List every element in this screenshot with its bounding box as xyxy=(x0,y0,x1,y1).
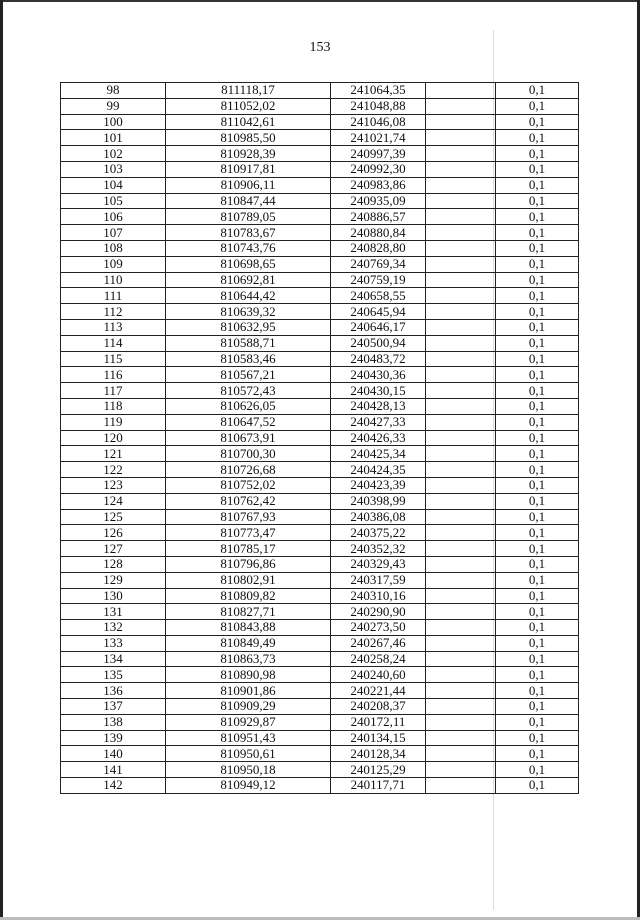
table-row xyxy=(61,730,579,746)
y-coordinate-cell: 241021,74 xyxy=(331,130,426,146)
y-coordinate-cell: 240423,39 xyxy=(331,477,426,493)
accuracy-cell: 0,1 xyxy=(496,83,579,99)
accuracy-cell: 0,1 xyxy=(496,304,579,320)
accuracy-cell: 0,1 xyxy=(496,398,579,414)
point-number-cell: 136 xyxy=(61,683,166,699)
accuracy-cell: 0,1 xyxy=(496,319,579,335)
y-coordinate-cell: 240425,34 xyxy=(331,446,426,462)
point-number-cell: 120 xyxy=(61,430,166,446)
accuracy-cell: 0,1 xyxy=(496,446,579,462)
point-number-cell: 141 xyxy=(61,762,166,778)
empty-cell xyxy=(426,477,496,493)
table-row xyxy=(61,462,579,478)
x-coordinate-cell: 810802,91 xyxy=(166,572,331,588)
point-number-cell: 98 xyxy=(61,83,166,99)
point-number-cell: 126 xyxy=(61,525,166,541)
y-coordinate-cell: 240375,22 xyxy=(331,525,426,541)
table-row xyxy=(61,177,579,193)
y-coordinate-cell: 240290,90 xyxy=(331,604,426,620)
point-number-cell: 129 xyxy=(61,572,166,588)
empty-cell xyxy=(426,288,496,304)
table-row xyxy=(61,225,579,241)
point-number-cell: 106 xyxy=(61,209,166,225)
empty-cell xyxy=(426,225,496,241)
empty-cell xyxy=(426,367,496,383)
y-coordinate-cell: 240258,24 xyxy=(331,651,426,667)
empty-cell xyxy=(426,319,496,335)
point-number-cell: 110 xyxy=(61,272,166,288)
empty-cell xyxy=(426,98,496,114)
point-number-cell: 133 xyxy=(61,635,166,651)
point-number-cell: 117 xyxy=(61,383,166,399)
y-coordinate-cell: 240398,99 xyxy=(331,493,426,509)
x-coordinate-cell: 810917,81 xyxy=(166,161,331,177)
point-number-cell: 132 xyxy=(61,620,166,636)
table-row xyxy=(61,762,579,778)
x-coordinate-cell: 810767,93 xyxy=(166,509,331,525)
accuracy-cell: 0,1 xyxy=(496,256,579,272)
x-coordinate-cell: 810796,86 xyxy=(166,556,331,572)
y-coordinate-cell: 240483,72 xyxy=(331,351,426,367)
empty-cell xyxy=(426,778,496,794)
table-row xyxy=(61,83,579,99)
point-number-cell: 113 xyxy=(61,319,166,335)
table-row xyxy=(61,446,579,462)
point-number-cell: 104 xyxy=(61,177,166,193)
x-coordinate-cell: 810632,95 xyxy=(166,319,331,335)
empty-cell xyxy=(426,493,496,509)
y-coordinate-cell: 240329,43 xyxy=(331,556,426,572)
empty-cell xyxy=(426,351,496,367)
page-edge-left xyxy=(0,0,3,920)
point-number-cell: 100 xyxy=(61,114,166,130)
point-number-cell: 128 xyxy=(61,556,166,572)
empty-cell xyxy=(426,272,496,288)
x-coordinate-cell: 810928,39 xyxy=(166,146,331,162)
page-edge-top xyxy=(0,0,640,2)
point-number-cell: 111 xyxy=(61,288,166,304)
x-coordinate-cell: 810692,81 xyxy=(166,272,331,288)
empty-cell xyxy=(426,556,496,572)
point-number-cell: 138 xyxy=(61,714,166,730)
y-coordinate-cell: 240172,11 xyxy=(331,714,426,730)
x-coordinate-cell: 810901,86 xyxy=(166,683,331,699)
y-coordinate-cell: 240317,59 xyxy=(331,572,426,588)
accuracy-cell: 0,1 xyxy=(496,604,579,620)
point-number-cell: 114 xyxy=(61,335,166,351)
empty-cell xyxy=(426,746,496,762)
y-coordinate-cell: 240828,80 xyxy=(331,240,426,256)
y-coordinate-cell: 240983,86 xyxy=(331,177,426,193)
empty-cell xyxy=(426,572,496,588)
y-coordinate-cell: 241048,88 xyxy=(331,98,426,114)
point-number-cell: 119 xyxy=(61,414,166,430)
accuracy-cell: 0,1 xyxy=(496,778,579,794)
y-coordinate-cell: 240886,57 xyxy=(331,209,426,225)
accuracy-cell: 0,1 xyxy=(496,335,579,351)
x-coordinate-cell: 810789,05 xyxy=(166,209,331,225)
accuracy-cell: 0,1 xyxy=(496,493,579,509)
table-row xyxy=(61,256,579,272)
point-number-cell: 108 xyxy=(61,240,166,256)
x-coordinate-cell: 810843,88 xyxy=(166,620,331,636)
x-coordinate-cell: 810849,49 xyxy=(166,635,331,651)
table-row xyxy=(61,209,579,225)
point-number-cell: 112 xyxy=(61,304,166,320)
x-coordinate-cell: 810567,21 xyxy=(166,367,331,383)
empty-cell xyxy=(426,699,496,715)
table-row xyxy=(61,430,579,446)
empty-cell xyxy=(426,304,496,320)
y-coordinate-cell: 240997,39 xyxy=(331,146,426,162)
accuracy-cell: 0,1 xyxy=(496,477,579,493)
table-row xyxy=(61,493,579,509)
y-coordinate-cell: 240310,16 xyxy=(331,588,426,604)
table-row xyxy=(61,667,579,683)
empty-cell xyxy=(426,146,496,162)
point-number-cell: 123 xyxy=(61,477,166,493)
table-row xyxy=(61,778,579,794)
point-number-cell: 103 xyxy=(61,161,166,177)
x-coordinate-cell: 810583,46 xyxy=(166,351,331,367)
y-coordinate-cell: 240992,30 xyxy=(331,161,426,177)
point-number-cell: 121 xyxy=(61,446,166,462)
x-coordinate-cell: 810639,32 xyxy=(166,304,331,320)
accuracy-cell: 0,1 xyxy=(496,699,579,715)
accuracy-cell: 0,1 xyxy=(496,651,579,667)
table-row xyxy=(61,161,579,177)
point-number-cell: 115 xyxy=(61,351,166,367)
accuracy-cell: 0,1 xyxy=(496,525,579,541)
accuracy-cell: 0,1 xyxy=(496,114,579,130)
accuracy-cell: 0,1 xyxy=(496,414,579,430)
accuracy-cell: 0,1 xyxy=(496,288,579,304)
x-coordinate-cell: 811052,02 xyxy=(166,98,331,114)
y-coordinate-cell: 240352,32 xyxy=(331,541,426,557)
y-coordinate-cell: 240273,50 xyxy=(331,620,426,636)
table-row xyxy=(61,556,579,572)
x-coordinate-cell: 810809,82 xyxy=(166,588,331,604)
x-coordinate-cell: 810647,52 xyxy=(166,414,331,430)
empty-cell xyxy=(426,430,496,446)
table-row xyxy=(61,746,579,762)
accuracy-cell: 0,1 xyxy=(496,161,579,177)
y-coordinate-cell: 240427,33 xyxy=(331,414,426,430)
point-number-cell: 102 xyxy=(61,146,166,162)
empty-cell xyxy=(426,604,496,620)
table-row xyxy=(61,604,579,620)
accuracy-cell: 0,1 xyxy=(496,572,579,588)
point-number-cell: 139 xyxy=(61,730,166,746)
accuracy-cell: 0,1 xyxy=(496,588,579,604)
table-row xyxy=(61,683,579,699)
table-row xyxy=(61,367,579,383)
coordinates-table xyxy=(60,82,579,794)
empty-cell xyxy=(426,683,496,699)
point-number-cell: 122 xyxy=(61,462,166,478)
y-coordinate-cell: 241046,08 xyxy=(331,114,426,130)
empty-cell xyxy=(426,383,496,399)
accuracy-cell: 0,1 xyxy=(496,714,579,730)
table-row xyxy=(61,383,579,399)
accuracy-cell: 0,1 xyxy=(496,383,579,399)
x-coordinate-cell: 810785,17 xyxy=(166,541,331,557)
empty-cell xyxy=(426,730,496,746)
point-number-cell: 101 xyxy=(61,130,166,146)
empty-cell xyxy=(426,193,496,209)
accuracy-cell: 0,1 xyxy=(496,240,579,256)
point-number-cell: 135 xyxy=(61,667,166,683)
accuracy-cell: 0,1 xyxy=(496,509,579,525)
empty-cell xyxy=(426,620,496,636)
accuracy-cell: 0,1 xyxy=(496,762,579,778)
accuracy-cell: 0,1 xyxy=(496,746,579,762)
y-coordinate-cell: 240430,36 xyxy=(331,367,426,383)
empty-cell xyxy=(426,446,496,462)
empty-cell xyxy=(426,240,496,256)
x-coordinate-cell: 810890,98 xyxy=(166,667,331,683)
table-row xyxy=(61,114,579,130)
x-coordinate-cell: 810762,42 xyxy=(166,493,331,509)
y-coordinate-cell: 240880,84 xyxy=(331,225,426,241)
table-row xyxy=(61,351,579,367)
point-number-cell: 107 xyxy=(61,225,166,241)
table-row xyxy=(61,288,579,304)
x-coordinate-cell: 810906,11 xyxy=(166,177,331,193)
point-number-cell: 140 xyxy=(61,746,166,762)
empty-cell xyxy=(426,256,496,272)
empty-cell xyxy=(426,130,496,146)
point-number-cell: 109 xyxy=(61,256,166,272)
empty-cell xyxy=(426,83,496,99)
y-coordinate-cell: 240759,19 xyxy=(331,272,426,288)
accuracy-cell: 0,1 xyxy=(496,193,579,209)
x-coordinate-cell: 810644,42 xyxy=(166,288,331,304)
y-coordinate-cell: 240221,44 xyxy=(331,683,426,699)
x-coordinate-cell: 811042,61 xyxy=(166,114,331,130)
empty-cell xyxy=(426,651,496,667)
point-number-cell: 131 xyxy=(61,604,166,620)
point-number-cell: 134 xyxy=(61,651,166,667)
table-row xyxy=(61,714,579,730)
accuracy-cell: 0,1 xyxy=(496,130,579,146)
accuracy-cell: 0,1 xyxy=(496,272,579,288)
table-row xyxy=(61,398,579,414)
x-coordinate-cell: 810588,71 xyxy=(166,335,331,351)
y-coordinate-cell: 240134,15 xyxy=(331,730,426,746)
y-coordinate-cell: 240430,15 xyxy=(331,383,426,399)
accuracy-cell: 0,1 xyxy=(496,730,579,746)
point-number-cell: 124 xyxy=(61,493,166,509)
point-number-cell: 142 xyxy=(61,778,166,794)
empty-cell xyxy=(426,335,496,351)
table-row xyxy=(61,335,579,351)
table-row xyxy=(61,240,579,256)
table-row xyxy=(61,304,579,320)
y-coordinate-cell: 240128,34 xyxy=(331,746,426,762)
empty-cell xyxy=(426,114,496,130)
accuracy-cell: 0,1 xyxy=(496,177,579,193)
table-row xyxy=(61,272,579,288)
x-coordinate-cell: 810700,30 xyxy=(166,446,331,462)
x-coordinate-cell: 810951,43 xyxy=(166,730,331,746)
accuracy-cell: 0,1 xyxy=(496,667,579,683)
empty-cell xyxy=(426,414,496,430)
accuracy-cell: 0,1 xyxy=(496,351,579,367)
y-coordinate-cell: 240500,94 xyxy=(331,335,426,351)
table-row xyxy=(61,635,579,651)
y-coordinate-cell: 240125,29 xyxy=(331,762,426,778)
y-coordinate-cell: 240645,94 xyxy=(331,304,426,320)
x-coordinate-cell: 810783,67 xyxy=(166,225,331,241)
x-coordinate-cell: 810673,91 xyxy=(166,430,331,446)
empty-cell xyxy=(426,762,496,778)
x-coordinate-cell: 810949,12 xyxy=(166,778,331,794)
x-coordinate-cell: 810626,05 xyxy=(166,398,331,414)
empty-cell xyxy=(426,541,496,557)
y-coordinate-cell: 240658,55 xyxy=(331,288,426,304)
accuracy-cell: 0,1 xyxy=(496,98,579,114)
accuracy-cell: 0,1 xyxy=(496,462,579,478)
x-coordinate-cell: 810827,71 xyxy=(166,604,331,620)
x-coordinate-cell: 810950,61 xyxy=(166,746,331,762)
table-row xyxy=(61,146,579,162)
empty-cell xyxy=(426,588,496,604)
x-coordinate-cell: 810863,73 xyxy=(166,651,331,667)
table-row xyxy=(61,699,579,715)
empty-cell xyxy=(426,525,496,541)
table-row xyxy=(61,98,579,114)
table-row xyxy=(61,477,579,493)
x-coordinate-cell: 810773,47 xyxy=(166,525,331,541)
empty-cell xyxy=(426,509,496,525)
accuracy-cell: 0,1 xyxy=(496,620,579,636)
empty-cell xyxy=(426,462,496,478)
y-coordinate-cell: 240424,35 xyxy=(331,462,426,478)
point-number-cell: 130 xyxy=(61,588,166,604)
table-row xyxy=(61,509,579,525)
y-coordinate-cell: 240426,33 xyxy=(331,430,426,446)
empty-cell xyxy=(426,177,496,193)
empty-cell xyxy=(426,398,496,414)
y-coordinate-cell: 240117,71 xyxy=(331,778,426,794)
accuracy-cell: 0,1 xyxy=(496,209,579,225)
point-number-cell: 125 xyxy=(61,509,166,525)
point-number-cell: 99 xyxy=(61,98,166,114)
x-coordinate-cell: 810909,29 xyxy=(166,699,331,715)
accuracy-cell: 0,1 xyxy=(496,367,579,383)
x-coordinate-cell: 810726,68 xyxy=(166,462,331,478)
accuracy-cell: 0,1 xyxy=(496,541,579,557)
x-coordinate-cell: 810572,43 xyxy=(166,383,331,399)
point-number-cell: 118 xyxy=(61,398,166,414)
point-number-cell: 116 xyxy=(61,367,166,383)
empty-cell xyxy=(426,161,496,177)
table-row xyxy=(61,130,579,146)
coordinates-table-body xyxy=(61,83,579,794)
y-coordinate-cell: 240769,34 xyxy=(331,256,426,272)
accuracy-cell: 0,1 xyxy=(496,430,579,446)
y-coordinate-cell: 240386,08 xyxy=(331,509,426,525)
accuracy-cell: 0,1 xyxy=(496,635,579,651)
table-row xyxy=(61,651,579,667)
table-row xyxy=(61,588,579,604)
y-coordinate-cell: 240267,46 xyxy=(331,635,426,651)
table-row xyxy=(61,525,579,541)
empty-cell xyxy=(426,714,496,730)
table-row xyxy=(61,572,579,588)
empty-cell xyxy=(426,635,496,651)
y-coordinate-cell: 240240,60 xyxy=(331,667,426,683)
y-coordinate-cell: 240208,37 xyxy=(331,699,426,715)
empty-cell xyxy=(426,209,496,225)
y-coordinate-cell: 240935,09 xyxy=(331,193,426,209)
page-number: 153 xyxy=(309,40,331,55)
x-coordinate-cell: 810752,02 xyxy=(166,477,331,493)
x-coordinate-cell: 811118,17 xyxy=(166,83,331,99)
accuracy-cell: 0,1 xyxy=(496,556,579,572)
x-coordinate-cell: 810743,76 xyxy=(166,240,331,256)
x-coordinate-cell: 810929,87 xyxy=(166,714,331,730)
y-coordinate-cell: 240428,13 xyxy=(331,398,426,414)
y-coordinate-cell: 240646,17 xyxy=(331,319,426,335)
x-coordinate-cell: 810698,65 xyxy=(166,256,331,272)
table-row xyxy=(61,319,579,335)
point-number-cell: 105 xyxy=(61,193,166,209)
table-row xyxy=(61,414,579,430)
accuracy-cell: 0,1 xyxy=(496,683,579,699)
empty-cell xyxy=(426,667,496,683)
accuracy-cell: 0,1 xyxy=(496,146,579,162)
table-row xyxy=(61,541,579,557)
point-number-cell: 127 xyxy=(61,541,166,557)
x-coordinate-cell: 810950,18 xyxy=(166,762,331,778)
y-coordinate-cell: 241064,35 xyxy=(331,83,426,99)
point-number-cell: 137 xyxy=(61,699,166,715)
table-row xyxy=(61,620,579,636)
x-coordinate-cell: 810985,50 xyxy=(166,130,331,146)
x-coordinate-cell: 810847,44 xyxy=(166,193,331,209)
accuracy-cell: 0,1 xyxy=(496,225,579,241)
table-row xyxy=(61,193,579,209)
